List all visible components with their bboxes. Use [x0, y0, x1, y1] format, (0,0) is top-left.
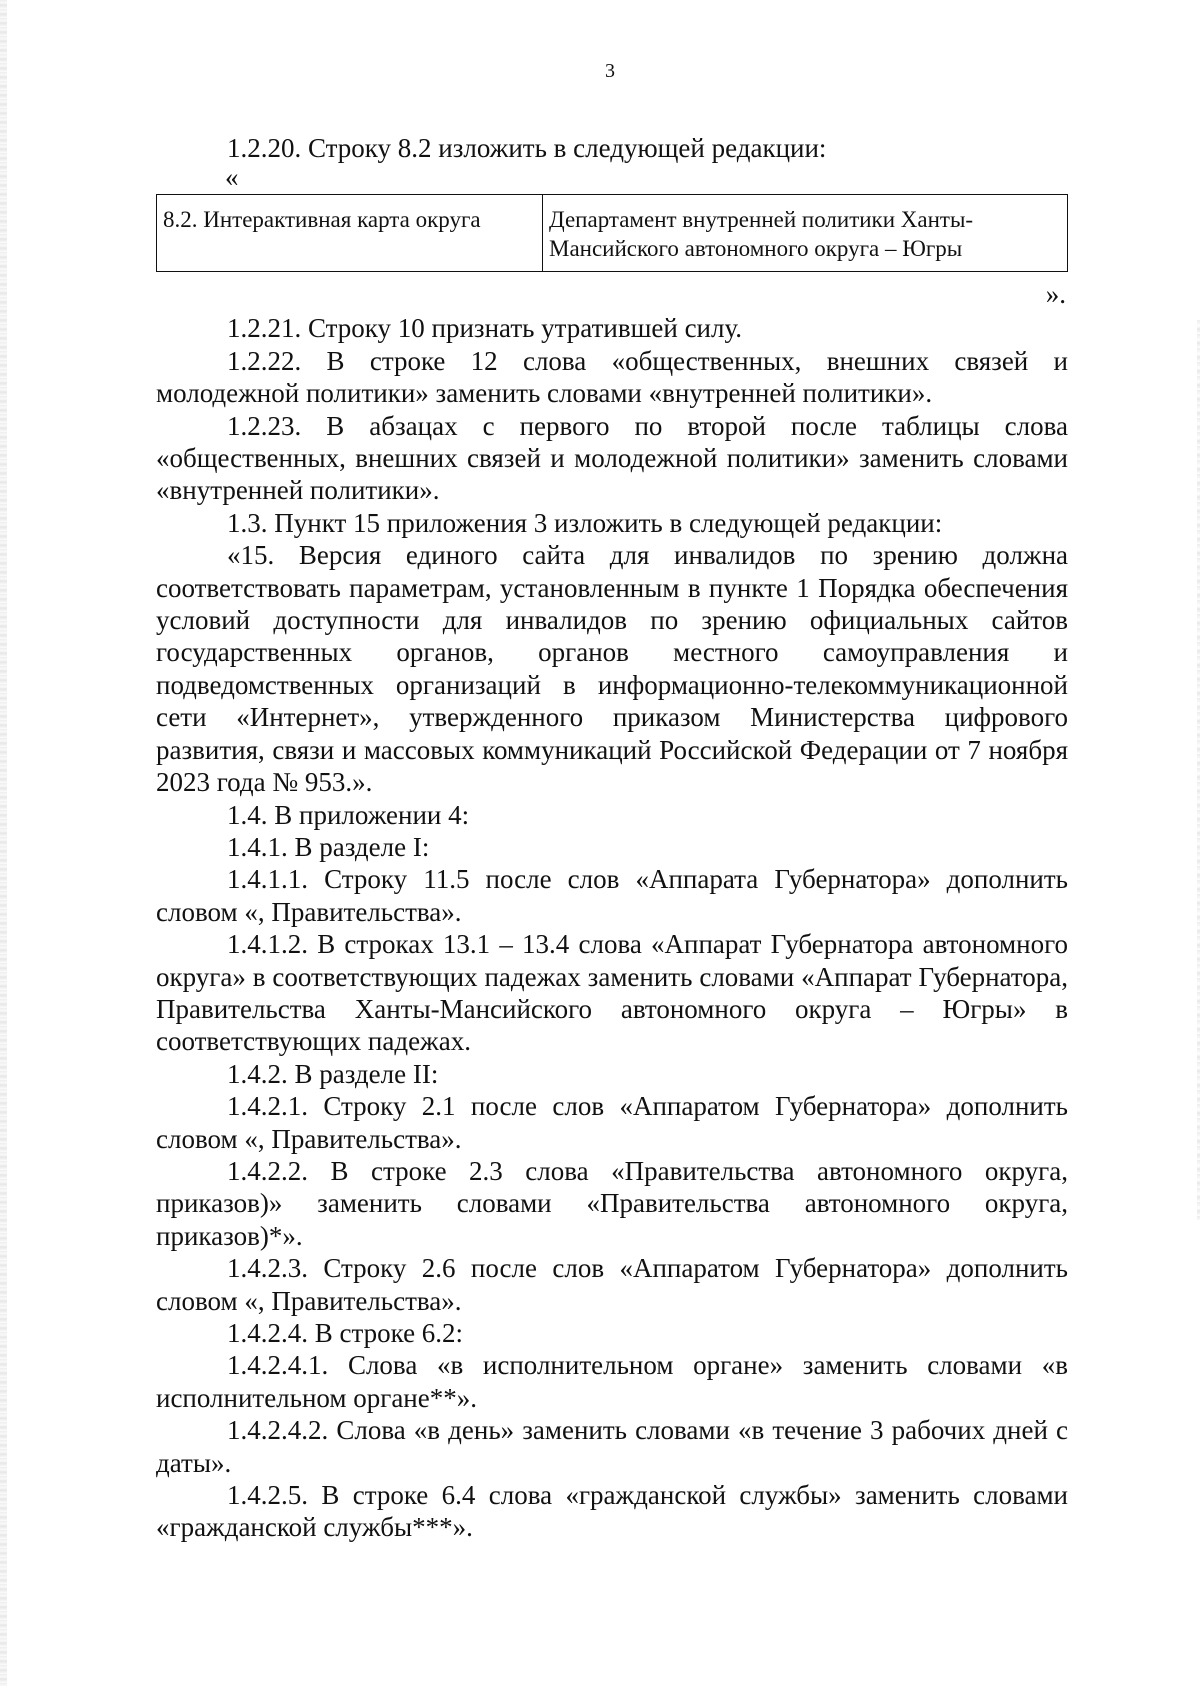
paragraph-1-3: 1.3. Пункт 15 приложения 3 изложить в следующей редакции:: [227, 507, 943, 538]
table-cell-item: 8.2. Интерактивная карта округа: [157, 195, 543, 272]
table-row: [157, 195, 1068, 272]
paragraph-1-4-1-2: 1.4.1.2. В строках 13.1 – 13.4 слова «Аппарат Губернатора автономного округа» в соответствующих падежах заменить словами «Аппарат Губернатора, Правительства Ханты-Мансийского автономного округа – Югры» в соответствующих падежах.: [156, 929, 1068, 1057]
paragraph-1-4-2-4-2: 1.4.2.4.2. Слова «в день» заменить словами «в течение 3 рабочих дней с даты».: [156, 1415, 1068, 1478]
paragraph-1-4-2-5: 1.4.2.5. В строке 6.4 слова «гражданской службы» заменить словами «гражданской службы***».: [156, 1480, 1068, 1543]
paragraph-1-2-20: 1.2.20. Строку 8.2 изложить в следующей редакции:: [227, 133, 827, 163]
paragraph-1-4-1-1: 1.4.1.1. Строку 11.5 после слов «Аппарата Губернатора» дополнить словом «, Правительства».: [156, 864, 1068, 927]
paragraph-15-quote: «15. Версия единого сайта для инвалидов по зрению должна соответствовать параметрам, установленным в пункте 1 Порядка обеспечения условий доступности для инвалидов по зрению официальных сайтов государственных органов, органов местного самоуправления и подведомственных организаций в информационно-телекоммуникационной сети «Интернет», утвержденного приказом Министерства цифрового развития, связи и массовых коммуникаций Российской Федерации от 7 ноября 2023 года № 953.».: [156, 540, 1068, 798]
paragraph-1-2-21: 1.2.21. Строку 10 признать утратившей силу.: [227, 313, 743, 344]
paragraph-1-4-2-4: 1.4.2.4. В строке 6.2:: [227, 1318, 464, 1348]
paragraph-1-2-23: 1.2.23. В абзацах с первого по второй после таблицы слова «общественных, внешних связей и молодежной политики» заменить словами «внутренней политики».: [156, 410, 1068, 506]
paragraph-1-4-2-3: 1.4.2.3. Строку 2.6 после слов «Аппаратом Губернатора» дополнить словом «, Правительства».: [156, 1253, 1068, 1316]
opening-quote: «: [225, 162, 239, 193]
scan-edge-left: [0, 0, 7, 1686]
paragraph-1-2-22: 1.2.22. В строке 12 слова «общественных, внешних связей и молодежной политики» заменить словами «внутренней политики».: [156, 345, 1068, 409]
paragraph-1-4-2-4-1: 1.4.2.4.1. Слова «в исполнительном органе» заменить словами «в исполнительном органе**».: [156, 1350, 1068, 1413]
paragraph-1-4: 1.4. В приложении 4:: [227, 799, 470, 830]
paragraph-1-4-1: 1.4.1. В разделе I:: [227, 831, 430, 862]
inserted-table: [156, 194, 1068, 272]
closing-quote: ».: [1045, 279, 1066, 310]
table-cell-department: Департамент внутренней политики Ханты-Мансийского автономного округа – Югры: [543, 195, 1068, 272]
paragraph-1-4-2-1: 1.4.2.1. Строку 2.1 после слов «Аппаратом Губернатора» дополнить словом «, Правительства».: [156, 1091, 1068, 1154]
document-body: [156, 132, 1068, 1544]
paragraph-1-4-2-2: 1.4.2.2. В строке 2.3 слова «Правительства автономного округа, приказов)» заменить словами «Правительства автономного округа, приказов)*».: [156, 1155, 1068, 1251]
paragraph-1-4-2: 1.4.2. В разделе II:: [227, 1058, 439, 1089]
page-number: 3: [605, 60, 615, 82]
